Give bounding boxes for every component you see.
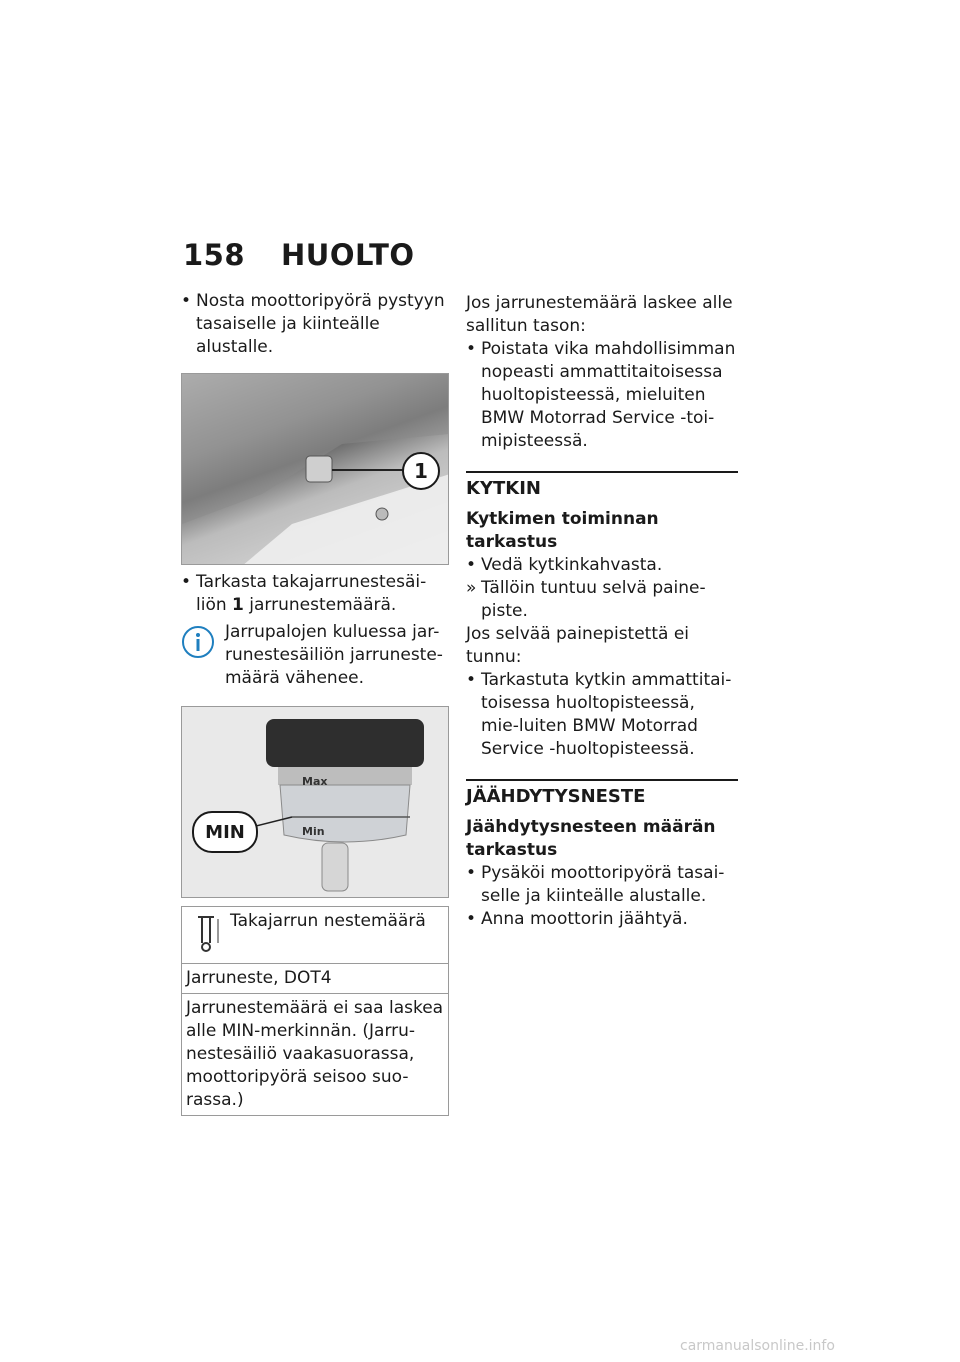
- result-pressure-point: » Tällöin tuntuu selvä paine-piste.: [466, 577, 738, 623]
- reservoir-diagram: [182, 707, 449, 898]
- subheading-kytkin: Kytkimen toiminnan tarkastus: [466, 509, 659, 552]
- page-number: 158: [183, 238, 246, 272]
- bullet-check-fluid: • Tarkasta takajarrunestesäi-liön 1 jarrunestemäärä.: [181, 571, 451, 617]
- bullet-lift-motorcycle: • Nosta moottoripyörä pystyyn tasaiselle ja kiinteälle alustalle.: [181, 290, 451, 359]
- note-text: Jarrupalojen kuluessa jar-runestesäiliön jarruneste-määrä vähenee.: [225, 622, 443, 688]
- bullet-check-clutch: • Tarkastuta kytkin ammattitai-toisessa huoltopisteessä, mie-luiten BMW Motorrad Service -huoltopisteessä.: [466, 669, 738, 761]
- heading-jaahdytysneste: JÄÄHDYTYSNESTE: [466, 779, 738, 808]
- bullet-park: • Pysäköi moottoripyörä tasai-selle ja kiinteälle alustalle.: [466, 862, 738, 908]
- callout-min: MIN: [192, 811, 258, 853]
- paragraph-low-level: Jos jarrunestemäärä laskee alle sallitun tason:: [466, 293, 733, 336]
- callout-1: 1: [402, 452, 440, 490]
- info-icon: [181, 625, 215, 659]
- table-row-fluid-type: Jarruneste, DOT4: [182, 963, 448, 993]
- section-title: HUOLTO: [281, 238, 415, 272]
- subheading-jaahdytysneste: Jäähdytysnesteen määrän tarkastus: [466, 817, 716, 860]
- watermark-footer: carmanualsonline.info: [680, 1338, 835, 1354]
- right-column: [466, 292, 738, 931]
- table-title-row: [182, 907, 448, 963]
- reservoir-min-max-figure: [181, 706, 449, 898]
- heading-kytkin: KYTKIN: [466, 471, 738, 500]
- left-column: [181, 290, 451, 1116]
- fluid-level-table: [181, 906, 449, 1116]
- bullet-pull-lever: • Vedä kytkinkahvasta.: [466, 554, 738, 577]
- min-mark: Min: [302, 825, 325, 838]
- bullet-repair: • Poistata vika mahdollisimman nopeasti ammattitaitoisessa huoltopisteessä, mieluiten BMW Motorrad Service -toi-mipisteessä.: [466, 338, 738, 453]
- brake-reservoir-photo: [181, 373, 449, 565]
- bullet-cool-down: • Anna moottorin jäähtyä.: [466, 908, 738, 931]
- page-header: [183, 238, 415, 272]
- paragraph-no-pressure: Jos selvää painepistettä ei tunnu:: [466, 624, 690, 667]
- fluid-level-icon: [196, 913, 222, 953]
- info-note: [181, 621, 451, 690]
- table-row-level-rule: Jarrunestemäärä ei saa laskea alle MIN-merkinnän. (Jarru-nestesäiliö vaakasuorassa, moottoripyörä seisoo suo-rassa.): [182, 993, 448, 1115]
- table-title: Takajarrun nestemäärä: [230, 911, 426, 931]
- max-mark: Max: [302, 775, 328, 788]
